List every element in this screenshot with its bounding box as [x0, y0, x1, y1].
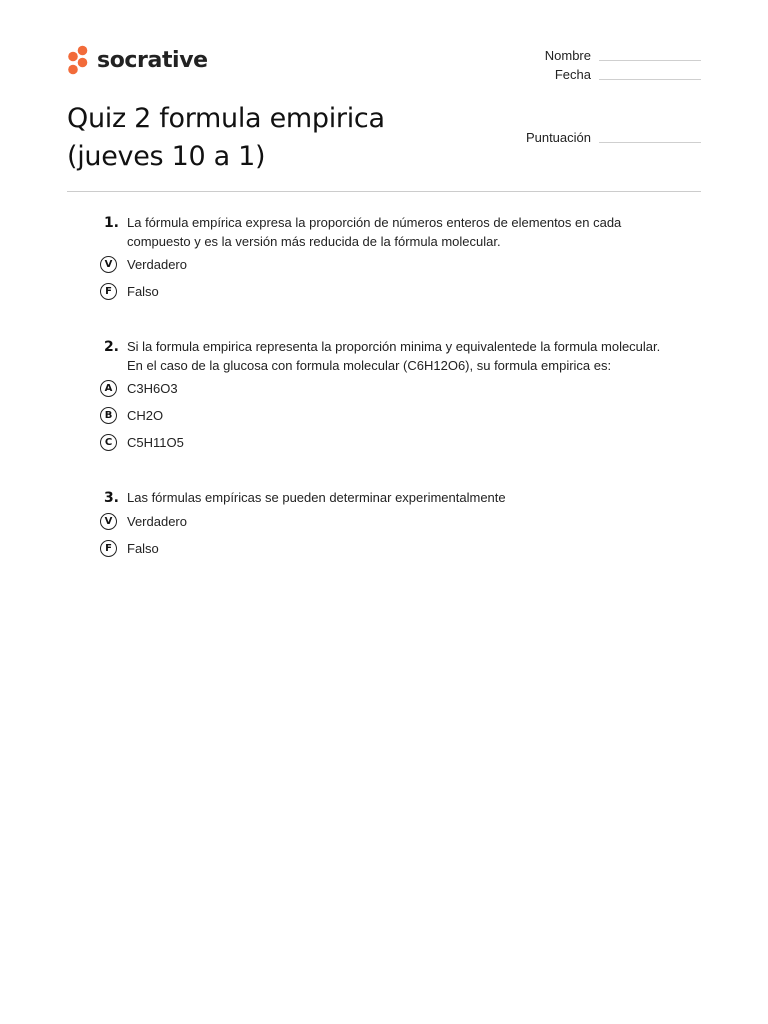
- option-text: C5H11O5: [127, 435, 184, 450]
- question-text-line: Si la formula empirica representa la proporción minima y equivalentede la formula molecular.: [127, 339, 661, 354]
- name-blank-line[interactable]: [599, 59, 701, 61]
- score-field: [526, 130, 701, 145]
- option-text: Verdadero: [127, 257, 187, 272]
- option-letter-circle[interactable]: F: [100, 540, 117, 557]
- answer-option-falso[interactable]: [100, 535, 696, 562]
- logo-wordmark: socrative: [97, 47, 208, 73]
- answer-option-falso[interactable]: [100, 278, 696, 305]
- option-letter-circle[interactable]: C: [100, 434, 117, 451]
- option-text: C3H6O3: [127, 381, 178, 396]
- quiz-title: [67, 100, 487, 176]
- name-label: Nombre: [544, 48, 591, 63]
- question-text-line: compuesto y es la versión más reducida de la fórmula molecular.: [127, 233, 501, 249]
- option-letter-circle[interactable]: V: [100, 513, 117, 530]
- question-text: [127, 489, 696, 508]
- option-text: Falso: [127, 540, 159, 556]
- quiz-title-line-1: Quiz 2 formula empirica: [67, 103, 385, 134]
- answer-option-b[interactable]: [100, 402, 696, 429]
- header-divider: [67, 191, 701, 192]
- question-1: [96, 214, 696, 305]
- option-text: Verdadero: [127, 513, 187, 529]
- option-letter-circle[interactable]: A: [100, 380, 117, 397]
- question-text-line: Las fórmulas empíricas se pueden determinar experimentalmente: [127, 490, 506, 505]
- question-text: [127, 338, 696, 375]
- date-field: [555, 67, 701, 82]
- option-text: Falso: [127, 284, 159, 299]
- question-text: [127, 214, 696, 251]
- question-2: [96, 338, 696, 456]
- quiz-title-line-2: (jueves 10 a 1): [67, 141, 266, 172]
- answer-option-a[interactable]: [100, 375, 696, 402]
- question-number: 2.: [103, 339, 119, 355]
- option-letter-circle[interactable]: B: [100, 407, 117, 424]
- option-text: CH2O: [127, 408, 164, 423]
- question-number: 1.: [103, 215, 119, 231]
- socrative-logo: [67, 45, 208, 77]
- date-blank-line[interactable]: [599, 78, 701, 80]
- score-blank-line[interactable]: [599, 141, 701, 143]
- answer-option-verdadero[interactable]: [100, 508, 696, 535]
- question-number: 3.: [103, 490, 119, 506]
- question-text-line: La fórmula empírica expresa la proporción de números enteros de elementos en cada: [127, 215, 622, 230]
- option-letter-circle[interactable]: F: [100, 283, 117, 300]
- score-label: Puntuación: [525, 130, 591, 145]
- question-3: [96, 489, 696, 562]
- socrative-logo-icon: [67, 45, 91, 77]
- date-label: Fecha: [554, 67, 591, 82]
- answer-option-verdadero[interactable]: [100, 251, 696, 278]
- name-field: [545, 48, 701, 63]
- answer-option-c[interactable]: [100, 429, 696, 456]
- question-text-line: En el caso de la glucosa con formula molecular (C6H12O6), su formula empirica es:: [127, 357, 612, 373]
- option-letter-circle[interactable]: V: [100, 256, 117, 273]
